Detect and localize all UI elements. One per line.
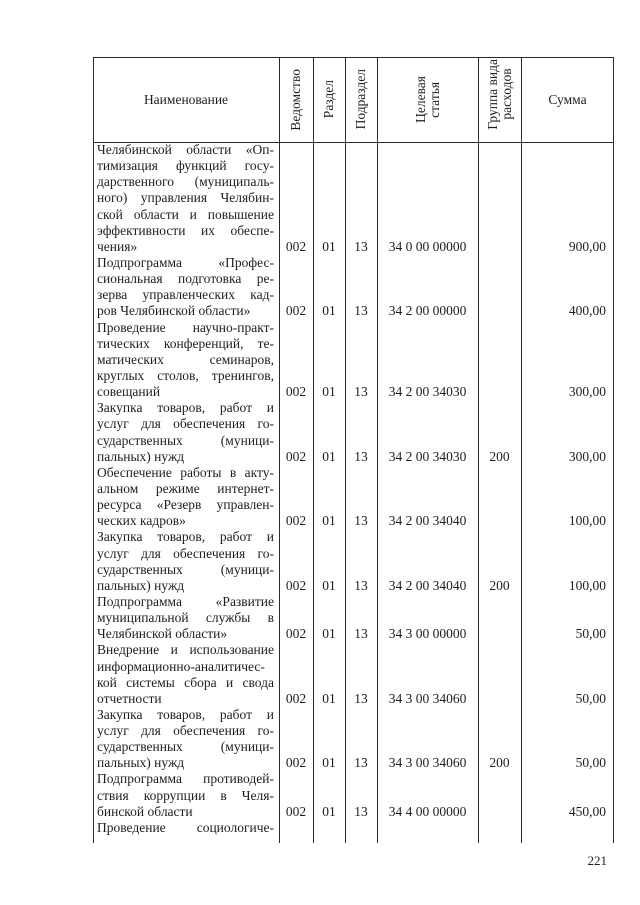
section-cell: 01 bbox=[322, 513, 336, 529]
name-line: Проведение научно-практ- bbox=[97, 319, 274, 335]
section-cell: 01 bbox=[322, 803, 336, 819]
name-cell bbox=[93, 400, 279, 465]
amount-cell: 900,00 bbox=[568, 238, 606, 254]
section-cell: 01 bbox=[322, 577, 336, 593]
header-expense-group-label bbox=[486, 59, 514, 130]
expense-group-cell: 200 bbox=[489, 577, 510, 593]
name-line: тимизация функций госу- bbox=[97, 158, 274, 174]
table-row bbox=[93, 142, 614, 255]
name-line: кой системы сбора и свода bbox=[97, 674, 274, 690]
target-item-cell: 34 3 00 34060 bbox=[388, 690, 467, 706]
header-section bbox=[313, 57, 345, 142]
expense-group-cell: 200 bbox=[489, 755, 510, 771]
header-expense-group bbox=[478, 57, 521, 142]
target-item-cell: 34 4 00 00000 bbox=[388, 803, 467, 819]
name-line: эффективности их обеспе- bbox=[97, 222, 274, 238]
target-item-cell: 34 2 00 34040 bbox=[388, 577, 467, 593]
header-subsection bbox=[345, 57, 377, 142]
department-cell: 002 bbox=[285, 303, 307, 319]
name-line: сударственных (муници- bbox=[97, 561, 274, 577]
target-item-cell: 34 3 00 34060 bbox=[388, 755, 467, 771]
department-cell: 002 bbox=[285, 690, 307, 706]
header-amount-label: Сумма bbox=[548, 91, 587, 107]
name-line: сиональная подготовка ре- bbox=[97, 271, 274, 287]
name-line: услуг для обеспечения го- bbox=[97, 416, 274, 432]
name-line: отчетности bbox=[97, 690, 162, 706]
name-cell bbox=[93, 820, 279, 836]
name-line: информационно-аналитичес- bbox=[97, 658, 265, 674]
name-cell bbox=[93, 320, 279, 401]
name-line: дарственного (муниципаль- bbox=[97, 174, 274, 190]
department-cell: 002 bbox=[285, 755, 307, 771]
section-cell: 01 bbox=[322, 626, 336, 642]
target-item-cell: 34 3 00 00000 bbox=[388, 626, 467, 642]
name-cell bbox=[93, 465, 279, 530]
header-department-label: Ведомство bbox=[288, 68, 303, 131]
header-section-label: Раздел bbox=[321, 80, 336, 119]
target-item-cell: 34 2 00 34030 bbox=[388, 448, 467, 464]
name-line: пальных) нужд bbox=[97, 755, 185, 771]
name-line: Обеспечение работы в акту- bbox=[97, 464, 274, 480]
name-line: сударственных (муници- bbox=[97, 432, 274, 448]
name-line: круглых столов, тренингов, bbox=[97, 367, 274, 383]
name-line: сударственных (муници- bbox=[97, 739, 274, 755]
header-department bbox=[279, 57, 313, 142]
table-body bbox=[93, 142, 614, 836]
amount-cell: 50,00 bbox=[575, 626, 606, 642]
name-line: ческих кадров» bbox=[97, 513, 186, 529]
name-line: ного) управления Челябин- bbox=[97, 190, 274, 206]
table-row bbox=[93, 465, 614, 530]
target-item-cell: 34 2 00 34030 bbox=[388, 384, 467, 400]
name-line: пальных) нужд bbox=[97, 448, 185, 464]
name-cell bbox=[93, 771, 279, 819]
name-line: Внедрение и использование bbox=[97, 642, 274, 658]
table-row bbox=[93, 594, 614, 642]
target-item-cell: 34 2 00 34040 bbox=[388, 513, 467, 529]
name-line: чения» bbox=[97, 238, 138, 254]
target-item-cell: 34 2 00 00000 bbox=[388, 303, 467, 319]
name-cell bbox=[93, 255, 279, 320]
table-row bbox=[93, 400, 614, 465]
name-line: Челябинской области «Оп- bbox=[97, 142, 274, 157]
name-line: ров Челябинской области» bbox=[97, 303, 251, 319]
name-line: услуг для обеспечения го- bbox=[97, 723, 274, 739]
table-row bbox=[93, 320, 614, 401]
name-line: Челябинской области» bbox=[97, 626, 228, 642]
name-line: совещаний bbox=[97, 384, 161, 400]
name-line: услуг для обеспечения го- bbox=[97, 545, 274, 561]
name-line: матических семинаров, bbox=[97, 351, 274, 367]
name-cell bbox=[93, 594, 279, 642]
table-row bbox=[93, 642, 614, 707]
header-target-item-line: статья bbox=[426, 81, 442, 118]
header-name bbox=[93, 57, 279, 142]
subsection-cell: 13 bbox=[354, 577, 368, 593]
department-cell: 002 bbox=[285, 513, 307, 529]
table-row bbox=[93, 529, 614, 594]
amount-cell: 50,00 bbox=[575, 755, 606, 771]
table-row bbox=[93, 707, 614, 772]
header-target-item-line: Целевая bbox=[412, 76, 428, 123]
section-cell: 01 bbox=[322, 303, 336, 319]
subsection-cell: 13 bbox=[354, 690, 368, 706]
name-cell bbox=[93, 142, 279, 255]
subsection-cell: 13 bbox=[354, 755, 368, 771]
name-cell bbox=[93, 642, 279, 707]
header-expense-group-line: расходов bbox=[498, 68, 514, 120]
name-cell bbox=[93, 707, 279, 772]
department-cell: 002 bbox=[285, 238, 307, 254]
name-line: муниципальной службы в bbox=[97, 610, 274, 626]
amount-cell: 300,00 bbox=[568, 448, 606, 464]
name-line: Проведение социологиче- bbox=[97, 819, 274, 835]
section-cell: 01 bbox=[322, 448, 336, 464]
subsection-cell: 13 bbox=[354, 626, 368, 642]
name-line: Подпрограмма «Профес- bbox=[97, 254, 274, 270]
name-line: пальных) нужд bbox=[97, 577, 185, 593]
subsection-cell: 13 bbox=[354, 803, 368, 819]
name-line: Подпрограмма «Развитие bbox=[97, 593, 274, 609]
name-cell bbox=[93, 529, 279, 594]
table-header bbox=[93, 57, 614, 142]
subsection-cell: 13 bbox=[354, 238, 368, 254]
amount-cell: 400,00 bbox=[568, 303, 606, 319]
subsection-cell: 13 bbox=[354, 303, 368, 319]
name-line: Закупка товаров, работ и bbox=[97, 529, 274, 545]
section-cell: 01 bbox=[322, 690, 336, 706]
amount-cell: 100,00 bbox=[568, 577, 606, 593]
section-cell: 01 bbox=[322, 238, 336, 254]
name-line: бинской области bbox=[97, 803, 193, 819]
name-line: ресурса «Резерв управлен- bbox=[97, 497, 274, 513]
expense-group-cell: 200 bbox=[489, 448, 510, 464]
amount-cell: 450,00 bbox=[568, 803, 606, 819]
department-cell: 002 bbox=[285, 577, 307, 593]
department-cell: 002 bbox=[285, 448, 307, 464]
target-item-cell: 34 0 00 00000 bbox=[388, 238, 467, 254]
table-row bbox=[93, 771, 614, 819]
header-subsection-label: Подраздел bbox=[353, 69, 368, 130]
subsection-cell: 13 bbox=[354, 448, 368, 464]
name-line: тических конференций, те- bbox=[97, 335, 274, 351]
name-line: Закупка товаров, работ и bbox=[97, 706, 274, 722]
section-cell: 01 bbox=[322, 755, 336, 771]
header-amount bbox=[521, 57, 614, 142]
amount-cell: 50,00 bbox=[575, 690, 606, 706]
page-number: 221 bbox=[587, 853, 607, 868]
department-cell: 002 bbox=[285, 626, 307, 642]
name-line: ской области и повышение bbox=[97, 206, 274, 222]
header-name-label: Наименование bbox=[143, 91, 229, 107]
name-line: зерва управленческих кад- bbox=[97, 287, 274, 303]
name-line: Закупка товаров, работ и bbox=[97, 400, 274, 416]
subsection-cell: 13 bbox=[354, 513, 368, 529]
section-cell: 01 bbox=[322, 384, 336, 400]
header-expense-group-line: Группа вида bbox=[484, 59, 500, 130]
header-target-item-label bbox=[414, 76, 442, 123]
department-cell: 002 bbox=[285, 803, 307, 819]
name-line: ствия коррупции в Челя- bbox=[97, 787, 274, 803]
department-cell: 002 bbox=[285, 384, 307, 400]
subsection-cell: 13 bbox=[354, 384, 368, 400]
amount-cell: 100,00 bbox=[568, 513, 606, 529]
table-row bbox=[93, 255, 614, 320]
name-line: альном режиме интернет- bbox=[97, 480, 274, 496]
table-row bbox=[93, 820, 614, 836]
name-line: Подпрограмма противодей- bbox=[97, 771, 274, 787]
amount-cell: 300,00 bbox=[568, 384, 606, 400]
header-target-item bbox=[377, 57, 478, 142]
